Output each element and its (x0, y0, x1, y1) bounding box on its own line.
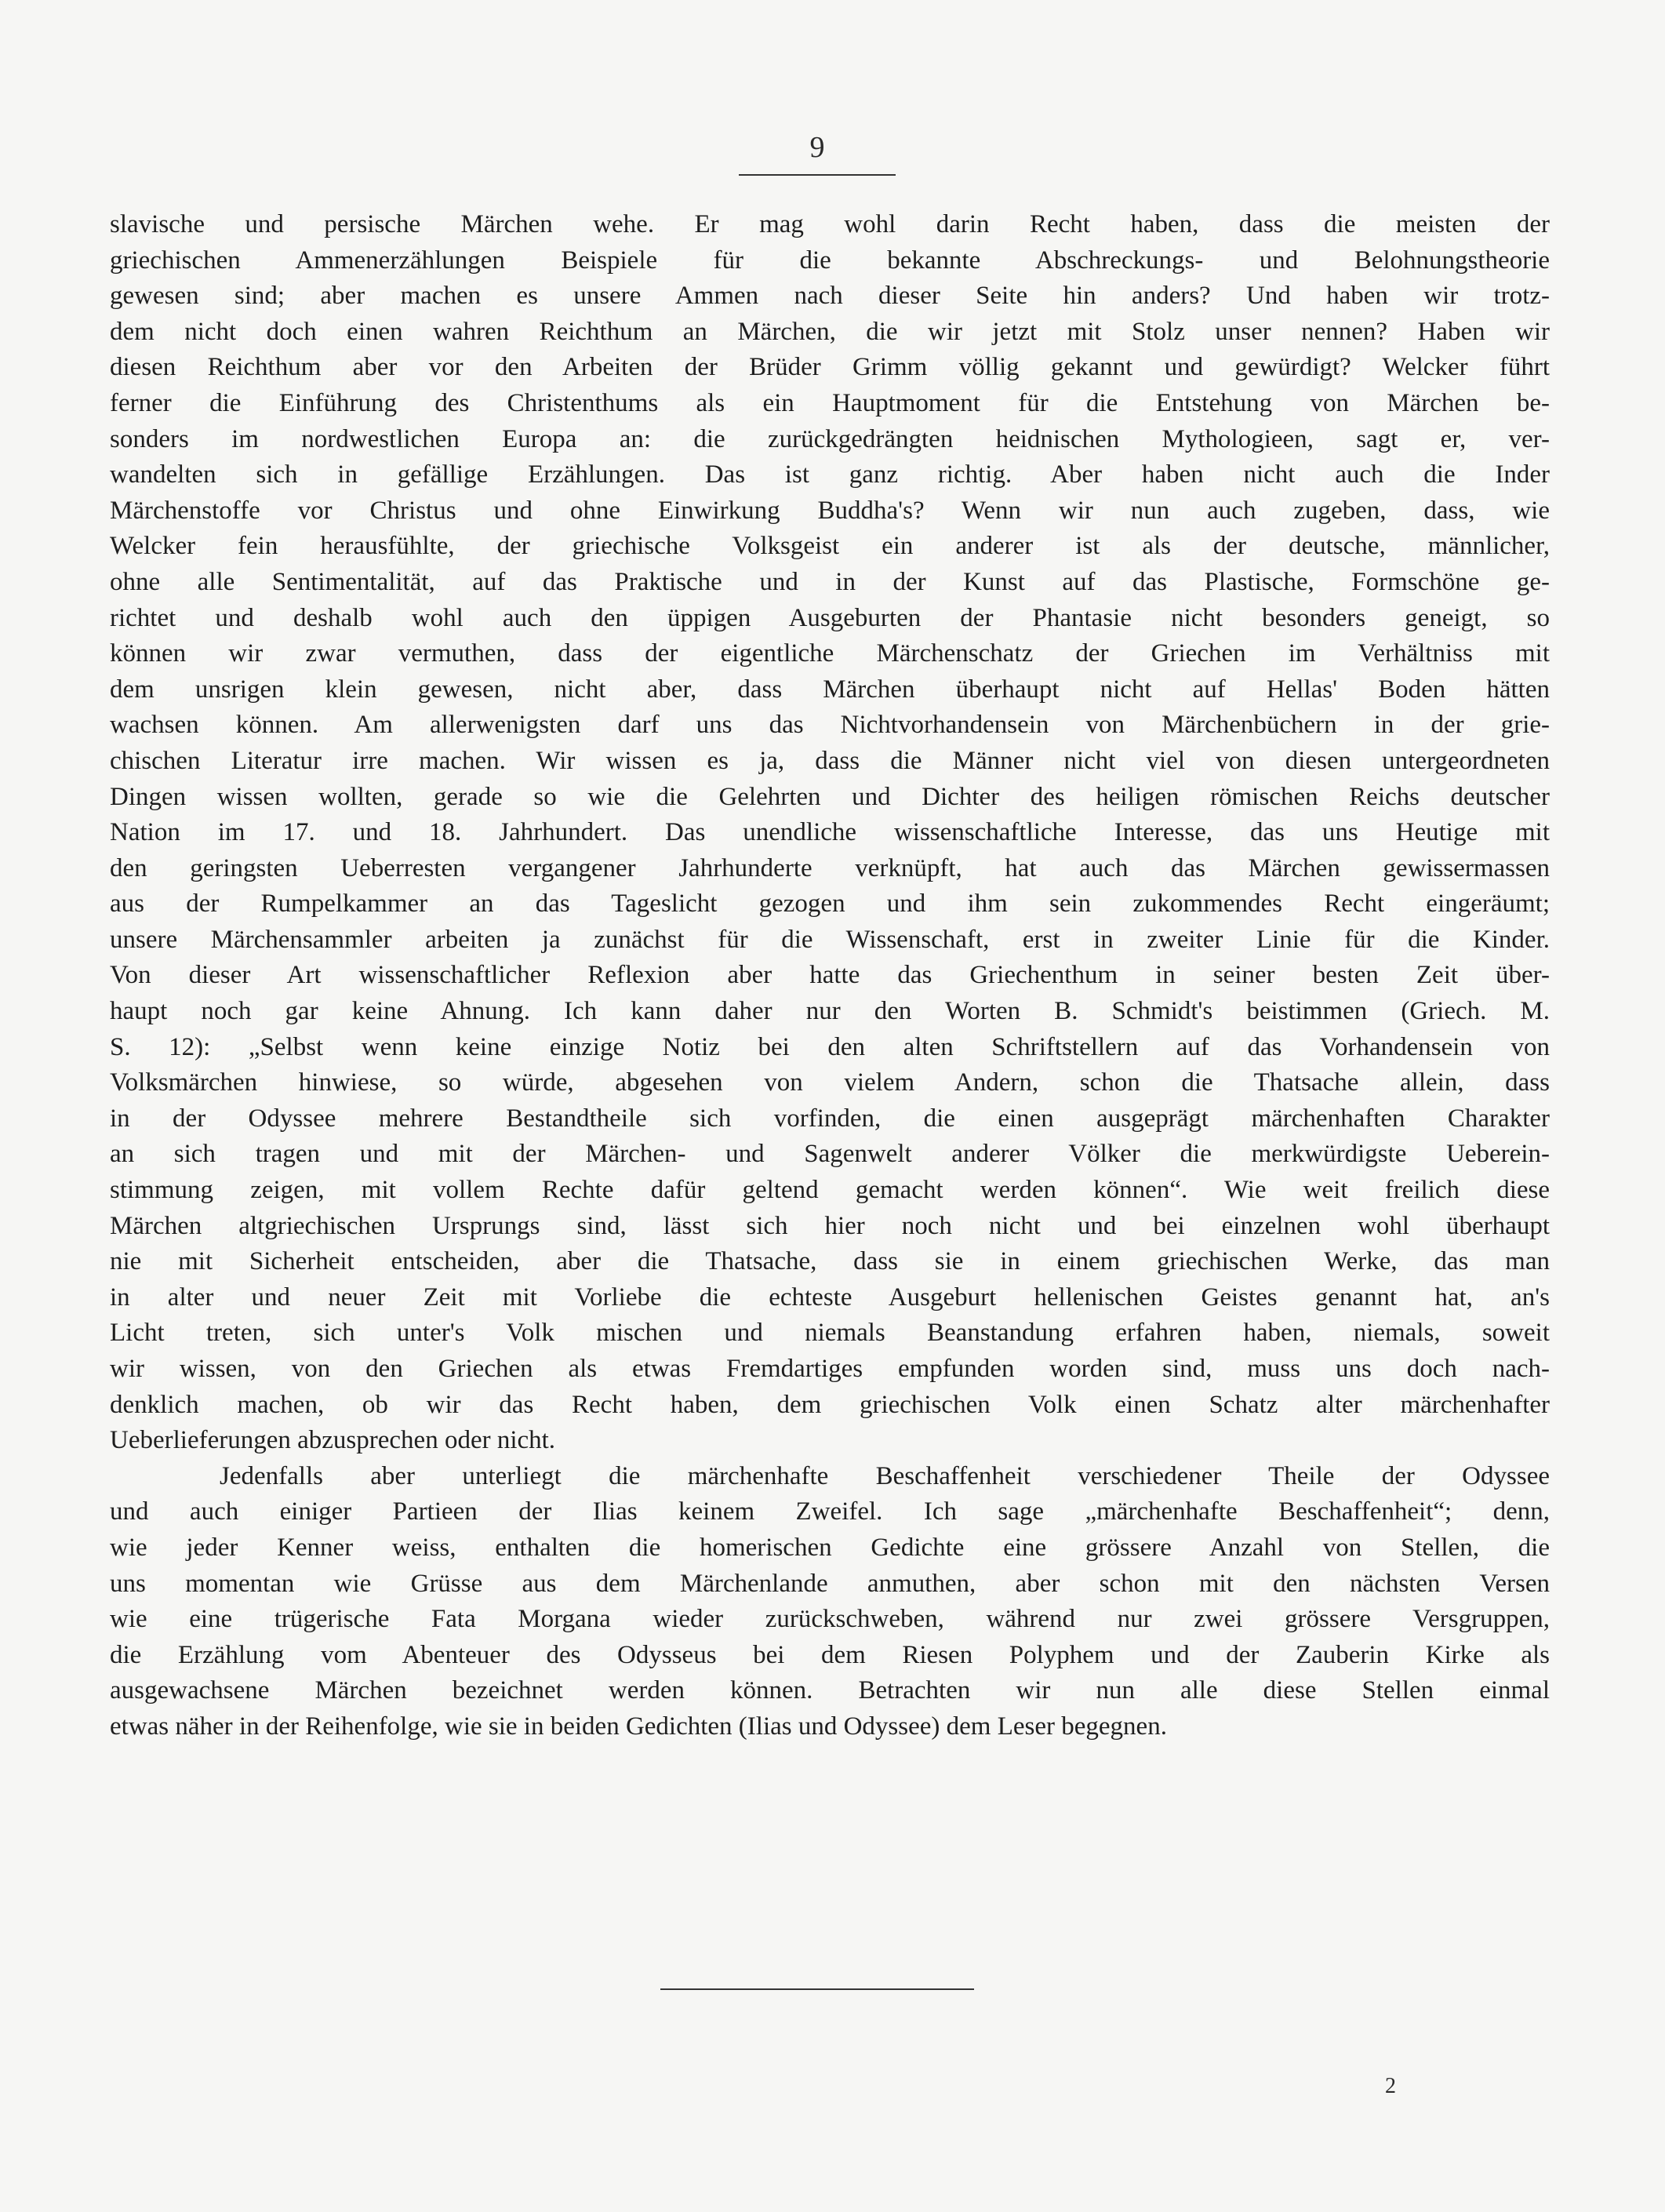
text-line: ferner die Einführung des Christenthums als ein Hauptmoment für die Entstehung von Märchen be- (110, 388, 1550, 417)
signature-mark: 2 (1385, 2074, 1396, 2098)
text-line: stimmung zeigen, mit vollem Rechte dafür geltend gemacht werden können“. Wie weit freilich diese (110, 1176, 1550, 1205)
text-line: slavische und persische Märchen wehe. Er mag wohl darin Recht haben, dass die meisten der (110, 210, 1550, 238)
text-line: wir wissen, von den Griechen als etwas Fremdartiges empfunden worden sind, muss uns doch nach- (110, 1355, 1550, 1383)
text-line: Dingen wissen wollten, gerade so wie die Gelehrten und Dichter des heiligen römischen Reichs deutscher (110, 782, 1550, 811)
paragraph (110, 207, 1550, 1459)
text-line: sonders im nordwestlichen Europa an: die zurückgedrängten heidnischen Mythologieen, sagt er, ver- (110, 424, 1550, 453)
text-line: haupt noch gar keine Ahnung. Ich kann daher nur den Worten B. Schmidt's beistimmen (Griech. M. (110, 997, 1550, 1026)
text-line: Von dieser Art wissenschaftlicher Reflexion aber hatte das Griechenthum in seiner besten Zeit über- (110, 961, 1550, 990)
text-line: gewesen sind; aber machen es unsere Ammen nach dieser Seite hin anders? Und haben wir trotz- (110, 282, 1550, 311)
text-line: aus der Rumpelkammer an das Tageslicht gezogen und ihm sein zukommendes Recht eingeräumt; (110, 890, 1550, 919)
text-line: uns momentan wie Grüsse aus dem Märchenlande anmuthen, aber schon mit den nächsten Versen (110, 1569, 1550, 1598)
text-line: griechischen Ammenerzählungen Beispiele für die bekannte Abschreckungs- und Belohnungstheorie (110, 246, 1550, 275)
text-line: Ueberlieferungen abzusprechen oder nicht. (110, 1426, 556, 1455)
text-line: Licht treten, sich unter's Volk mischen und niemals Beanstandung erfahren haben, niemals, soweit (110, 1319, 1550, 1348)
text-line: wie eine trügerische Fata Morgana wieder zurückschweben, während nur zwei grössere Versgruppen, (110, 1605, 1550, 1634)
text-line: können wir zwar vermuthen, dass der eigentliche Märchenschatz der Griechen im Verhältniss mit (110, 639, 1550, 668)
text-line: nie mit Sicherheit entscheiden, aber die Thatsache, dass sie in einem griechischen Werke, das man (110, 1247, 1550, 1276)
text-line: Jedenfalls aber unterliegt die märchenhafte Beschaffenheit verschiedener Theile der Odyssee (220, 1461, 1550, 1490)
text-line: dem nicht doch einen wahren Reichthum an Märchen, die wir jetzt mit Stolz unser nennen? Haben wir (110, 317, 1550, 346)
text-line: an sich tragen und mit der Märchen- und Sagenwelt anderer Völker die merkwürdigste Ueberein- (110, 1140, 1550, 1169)
page-number: 9 (809, 131, 825, 164)
text-line: chischen Literatur irre machen. Wir wissen es ja, dass die Männer nicht viel von diesen untergeordneten (110, 746, 1550, 775)
text-line: diesen Reichthum aber vor den Arbeiten der Brüder Grimm völlig gekannt und gewürdigt? Welcker führt (110, 353, 1550, 382)
text-line: ausgewachsene Märchen bezeichnet werden können. Betrachten wir nun alle diese Stellen einmal (110, 1676, 1550, 1705)
paragraph (110, 1459, 1550, 1745)
text-line: in alter und neuer Zeit mit Vorliebe die echteste Ausgeburt hellenischen Geistes genannt hat, an's (110, 1282, 1550, 1312)
text-line: Volksmärchen hinwiese, so würde, abgesehen von vielem Andern, schon die Thatsache allein, dass (110, 1068, 1550, 1097)
text-line: unsere Märchensammler arbeiten ja zunächst für die Wissenschaft, erst in zweiter Linie für die Kinder. (110, 925, 1550, 954)
text-line: Märchen altgriechischen Ursprungs sind, lässt sich hier noch nicht und bei einzelnen wohl überhaupt (110, 1211, 1550, 1240)
text-line: etwas näher in der Reihenfolge, wie sie in beiden Gedichten (Ilias und Odyssee) dem Leser begegnen. (110, 1712, 1167, 1741)
text-line: wachsen können. Am allerwenigsten darf uns das Nichtvorhandensein von Märchenbüchern in der grie- (110, 711, 1550, 740)
text-line: Märchenstoffe vor Christus und ohne Einwirkung Buddha's? Wenn wir nun auch zugeben, dass, wie (110, 496, 1550, 525)
text-line: denklich machen, ob wir das Recht haben, dem griechischen Volk einen Schatz alter märchenhafter (110, 1390, 1550, 1419)
body-text (110, 207, 1550, 1745)
text-line: ohne alle Sentimentalität, auf das Praktische und in der Kunst auf das Plastische, Formschöne ge- (110, 567, 1550, 596)
text-line: den geringsten Ueberresten vergangener Jahrhunderte verknüpft, hat auch das Märchen gewissermassen (110, 853, 1550, 882)
text-line: und auch einiger Partieen der Ilias keinem Zweifel. Ich sage „märchenhafte Beschaffenheit“; denn, (110, 1497, 1550, 1526)
text-line: die Erzählung vom Abenteuer des Odysseus bei dem Riesen Polyphem und der Zauberin Kirke als (110, 1640, 1550, 1669)
text-line: wie jeder Kenner weiss, enthalten die homerischen Gedichte eine grössere Anzahl von Stellen, die (110, 1533, 1550, 1562)
text-line: richtet und deshalb wohl auch den üppigen Ausgeburten der Phantasie nicht besonders geneigt, so (110, 603, 1550, 632)
text-line: dem unsrigen klein gewesen, nicht aber, dass Märchen überhaupt nicht auf Hellas' Boden hätten (110, 675, 1550, 704)
header-rule (739, 174, 896, 176)
text-line: wandelten sich in gefällige Erzählungen. Das ist ganz richtig. Aber haben nicht auch die Inder (110, 460, 1550, 489)
footer-rule (660, 1988, 974, 1990)
text-line: Nation im 17. und 18. Jahrhundert. Das unendliche wissenschaftliche Interesse, das uns Heutige mit (110, 818, 1550, 847)
text-line: Welcker fein herausfühlte, der griechische Volksgeist ein anderer ist als der deutsche, männlicher, (110, 532, 1550, 561)
text-line: S. 12): „Selbst wenn keine einzige Notiz bei den alten Schriftstellern auf das Vorhandensein von (110, 1032, 1550, 1061)
text-line: in der Odyssee mehrere Bestandtheile sich vorfinden, die einen ausgeprägt märchenhaften Charakter (110, 1104, 1550, 1133)
